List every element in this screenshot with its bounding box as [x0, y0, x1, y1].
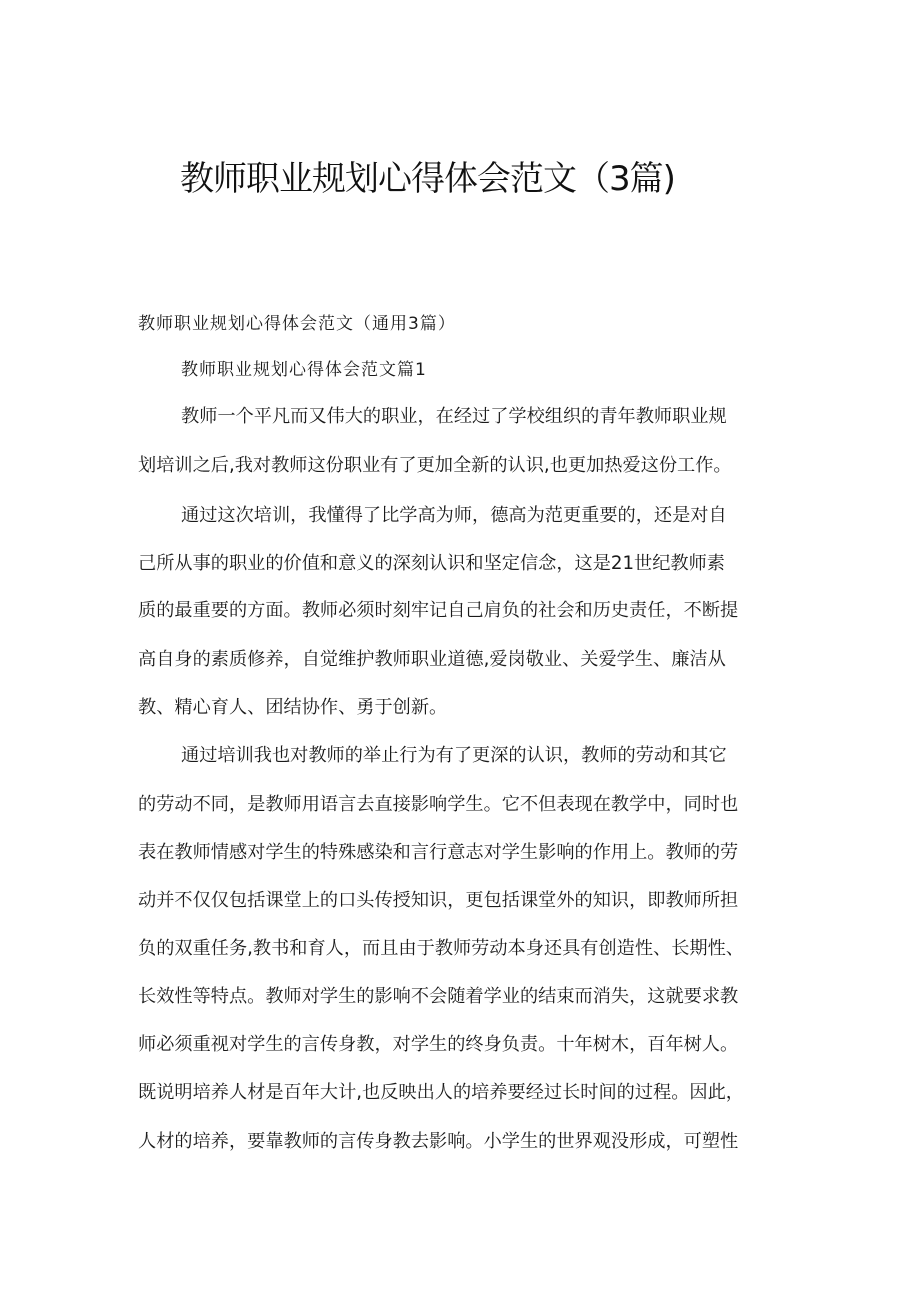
- paragraph-2-line-1: 通过这次培训，我懂得了比学高为师，德高为范更重要的，还是对自: [181, 505, 727, 526]
- paragraph-2-line-4: 高自身的素质修养，自觉维护教师职业道德,爱岗敬业、关爱学生、廉洁从: [138, 649, 726, 670]
- paragraph-3-line-2: 的劳动不同，是教师用语言去直接影响学生。它不但表现在教学中，同时也: [138, 794, 739, 815]
- paragraph-3-line-3: 表在教师情感对学生的特殊感染和言行意志对学生影响的作用上。教师的劳: [138, 842, 739, 863]
- paragraph-3-line-7: 师必须重视对学生的言传身教，对学生的终身负责。十年树木，百年树人。: [138, 1034, 739, 1055]
- paragraph-2-line-2: 己所从事的职业的价值和意义的深刻认识和坚定信念，这是21世纪教师素: [138, 553, 725, 574]
- paragraph-2-line-3: 质的最重要的方面。教师必须时刻牢记自己肩负的社会和历史责任，不断提: [138, 600, 739, 621]
- document-title: 教师职业规划心得体会范文（3篇): [180, 159, 675, 199]
- paragraph-3-line-5: 负的双重任务,教书和育人，而且由于教师劳动本身还具有创造性、长期性、: [138, 938, 744, 959]
- section-heading: 教师职业规划心得体会范文篇1: [181, 360, 427, 380]
- paragraph-3-line-4: 动并不仅仅包括课堂上的口头传授知识，更包括课堂外的知识，即教师所担: [138, 890, 739, 911]
- document-subtitle: 教师职业规划心得体会范文（通用3篇）: [138, 314, 456, 334]
- paragraph-1-line-2: 划培训之后,我对教师这份职业有了更加全新的认识,也更加热爱这份工作。: [138, 455, 732, 476]
- paragraph-2-line-5: 教、精心育人、团结协作、勇于创新。: [138, 697, 448, 718]
- paragraph-3-line-1: 通过培训我也对教师的举止行为有了更深的认识，教师的劳动和其它: [181, 745, 727, 766]
- paragraph-1-line-1: 教师一个平凡而又伟大的职业，在经过了学校组织的青年教师职业规: [181, 406, 727, 427]
- paragraph-3-line-8: 既说明培养人材是百年大计,也反映出人的培养要经过长时间的过程。因此，: [138, 1082, 744, 1103]
- paragraph-3-line-9: 人材的培养，要靠教师的言传身教去影响。小学生的世界观没形成，可塑性: [138, 1131, 739, 1152]
- paragraph-3-line-6: 长效性等特点。教师对学生的影响不会随着学业的结束而消失，这就要求教: [138, 986, 739, 1007]
